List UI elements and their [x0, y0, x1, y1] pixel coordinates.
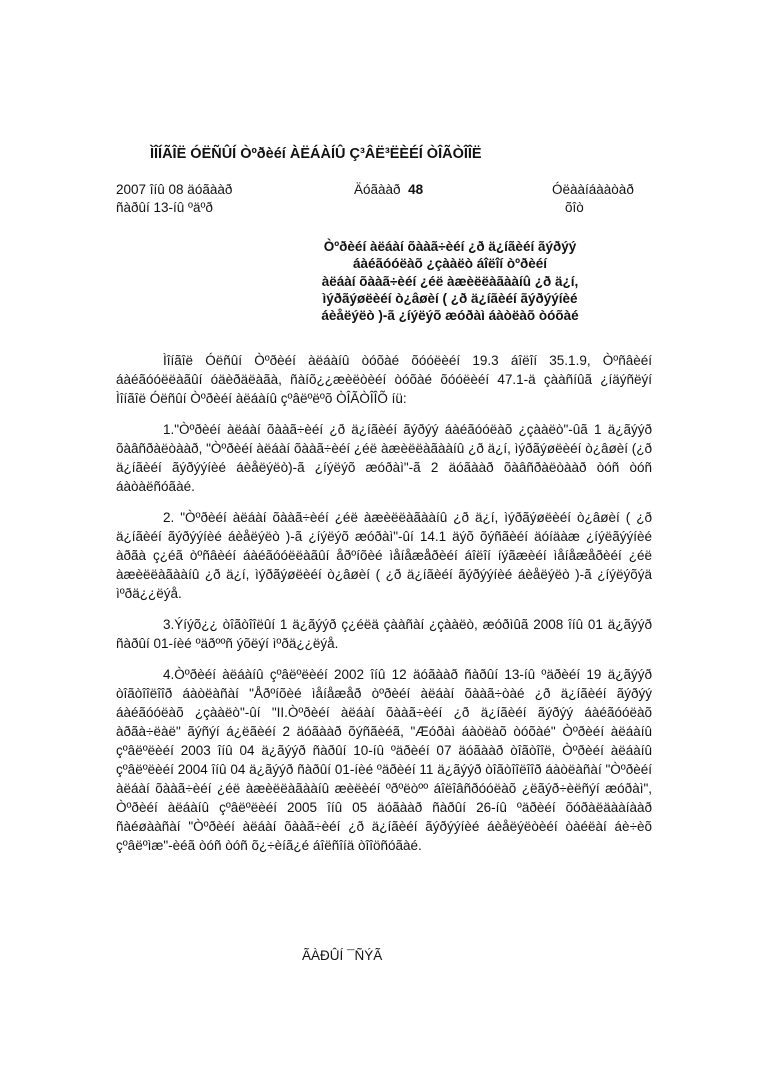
subject-line: Òºðèéí àëáàí õààã÷èéí ¿ð ä¿íãèéí ãýðýý	[323, 239, 577, 254]
date-line-1: 2007 îíû 08 äóãààð	[116, 182, 233, 197]
place-line-1: Óëààíáààòàð	[552, 182, 634, 197]
subject-line: áèåëýëò )-ã ¿íýëýõ æóðàì áàòëàõ òóõàé	[321, 308, 579, 324]
place-line-2: õîò	[565, 200, 584, 215]
subject-line: àëáàí õààã÷èéí ¿éë àæèëëàãààíû ¿ð ä¿í,	[321, 273, 579, 289]
number-value: 48	[408, 182, 424, 197]
signature-footer: ÃÀÐÛÍ ¯ÑÝÃ	[302, 948, 383, 963]
paragraph-preamble: Ìîíãîë Óëñûí Òºðèéí àëáàíû òóõàé õóóëèéí 19.3 áîëîí 35.1.9, Òºñâèéí áàéãóóëëàãûí óäèðäëàãà, ñàíõ¿¿æèëòèéí òóõàé õóóëèéí 47.1-ä çààñíûã ¿íäýñëýí Ìîíãîë Óëñûí Òºðèéí àëáàíû çºâëºëºõ ÒÎÃÒÎÎÕ íü:	[116, 353, 652, 406]
paragraph-item-1: 1."Òºðèéí àëáàí õààã÷èéí ¿ð ä¿íãèéí ãýðýý áàéãóóëàõ ¿çààëò"-ûã 1 ä¿ãýýð õàâñðàëòààð, "Òºðèéí àëáàí õààã÷èéí ¿éë àæèëëàãààíû ¿ð ä¿í, ìýðãýøëèéí ò¿âøèí (¿ð ä¿íãèéí ãýðýýíèé áèåëýëò)-ã ¿íýëýõ æóðàì"-ã 2 äóãààð õàâñðàëòààð òóñ òóñ áàòàëñóãàé.	[116, 422, 652, 494]
date-line-2: ñàðûí 13-íû ºäºð	[116, 200, 213, 215]
subject-line: áàéãóóëàõ ¿çààëò áîëîí òºðèéí	[352, 256, 548, 272]
document-number	[354, 182, 423, 197]
number-label: Äóãààð	[354, 182, 401, 197]
paragraph-item-4: 4.Òºðèéí àëáàíû çºâëºëèéí 2002 îíû 12 äóãààð ñàðûí 13-íû ºäðèéí 19 ä¿ãýýð òîãòîîëîîð áàòëàñàí "Åðºíõèé ìåíåæåð òºðèéí àëáàí õààã÷òàé ¿ð ä¿íãèéí ãýðýý áàéãóóëàõ ¿çààëò"-ûí "II.Òºðèéí àëáàí õààã÷èéí ¿ð ä¿íãèéí ãýðýý áàéãóóëàõ àðãà÷ëàë" ãýñýí á¿ëãèéí 2 äóãààð õýñãèéã, "Æóðàì áàòëàõ òóõàé" Òºðèéí àëáàíû çºâëºëèéí 2003 îíû 04 ä¿ãýýð ñàðûí 10-íû ºäðèéí 07 äóãààð òîãòîîë, Òºðèéí àëáàíû çºâëºëèéí 2004 îíû 04 ä¿ãýýð ñàðûí 01-íèé ºäðèéí 11 ä¿ãýýð òîãòîîëîîð áàòëàñàí "Òºðèéí àëáàí õààã÷èéí ¿éë àæèëëàãààíû æèëèéí ºðºëòºº áîëîâñðóóëàõ ¿ëãýð÷èëñýí æóðàì", Òºðèéí àëáàíû çºâëºëèéí 2005 îíû 05 äóãààð ñàðûí 26-íû ºäðèéí õóðàëäààíààð ñàéøààñàí "Òºðèéí àëáàí õààã÷èéí ¿ð ä¿íãèéí ãýðýýíèé áèåëýëòèéí òàéëàí áè÷èõ çºâëºìæ"-èéã òóñ òóñ õ¿÷èíã¿é áîëñîíä òîîöñóãàé.	[116, 667, 652, 853]
document-heading: ÌÎÍÃÎË ÓËÑÛÍ Òºðèéí ÀËÁÀÍÛ Ç³ÂË³ËÈÉÍ ÒÎÃÒÎÎË	[150, 146, 482, 162]
paragraph-item-3: 3.Ýíýõ¿¿ òîãòîîëûí 1 ä¿ãýýð ç¿éëä çààñàí ¿çààëò, æóðìûã 2008 îíû 01 ä¿ãýýð ñàðûí 01-íèé ºäðººñ ýõëýí ìºðä¿¿ëýå.	[116, 617, 652, 651]
subject-line: ìýðãýøëèéí ò¿âøèí ( ¿ð ä¿íãèéí ãýðýýíèé	[322, 290, 578, 306]
paragraph-item-2: 2. "Òºðèéí àëáàí õààã÷èéí ¿éë àæèëëàãààíû ¿ð ä¿í, ìýðãýøëèéí ò¿âøèí ( ¿ð ä¿íãèéí ãýðýýíèé áèåëýëò )-ã ¿íýëýõ æóðàì"-ûí 14.1 äýõ õýñãèéí äóíäàæ ¿íýëãýýíèé àðãà ç¿éã òºñâèéí áàéãóóëëàãûí åðºíõèé ìåíåæåðèéí áîëîí íýãæèéí ìåíåæåðèéí ¿éë àæèëëàãààíû ¿ð ä¿í, ìýðãýøëèéí ò¿âøèí ( ¿ð ä¿íãèéí ãýðýýíèé áèåëýëò )-ã ¿íýëýõýä ìºðä¿¿ëýå.	[116, 510, 652, 601]
document-body	[116, 351, 652, 867]
document-subject	[280, 238, 620, 324]
